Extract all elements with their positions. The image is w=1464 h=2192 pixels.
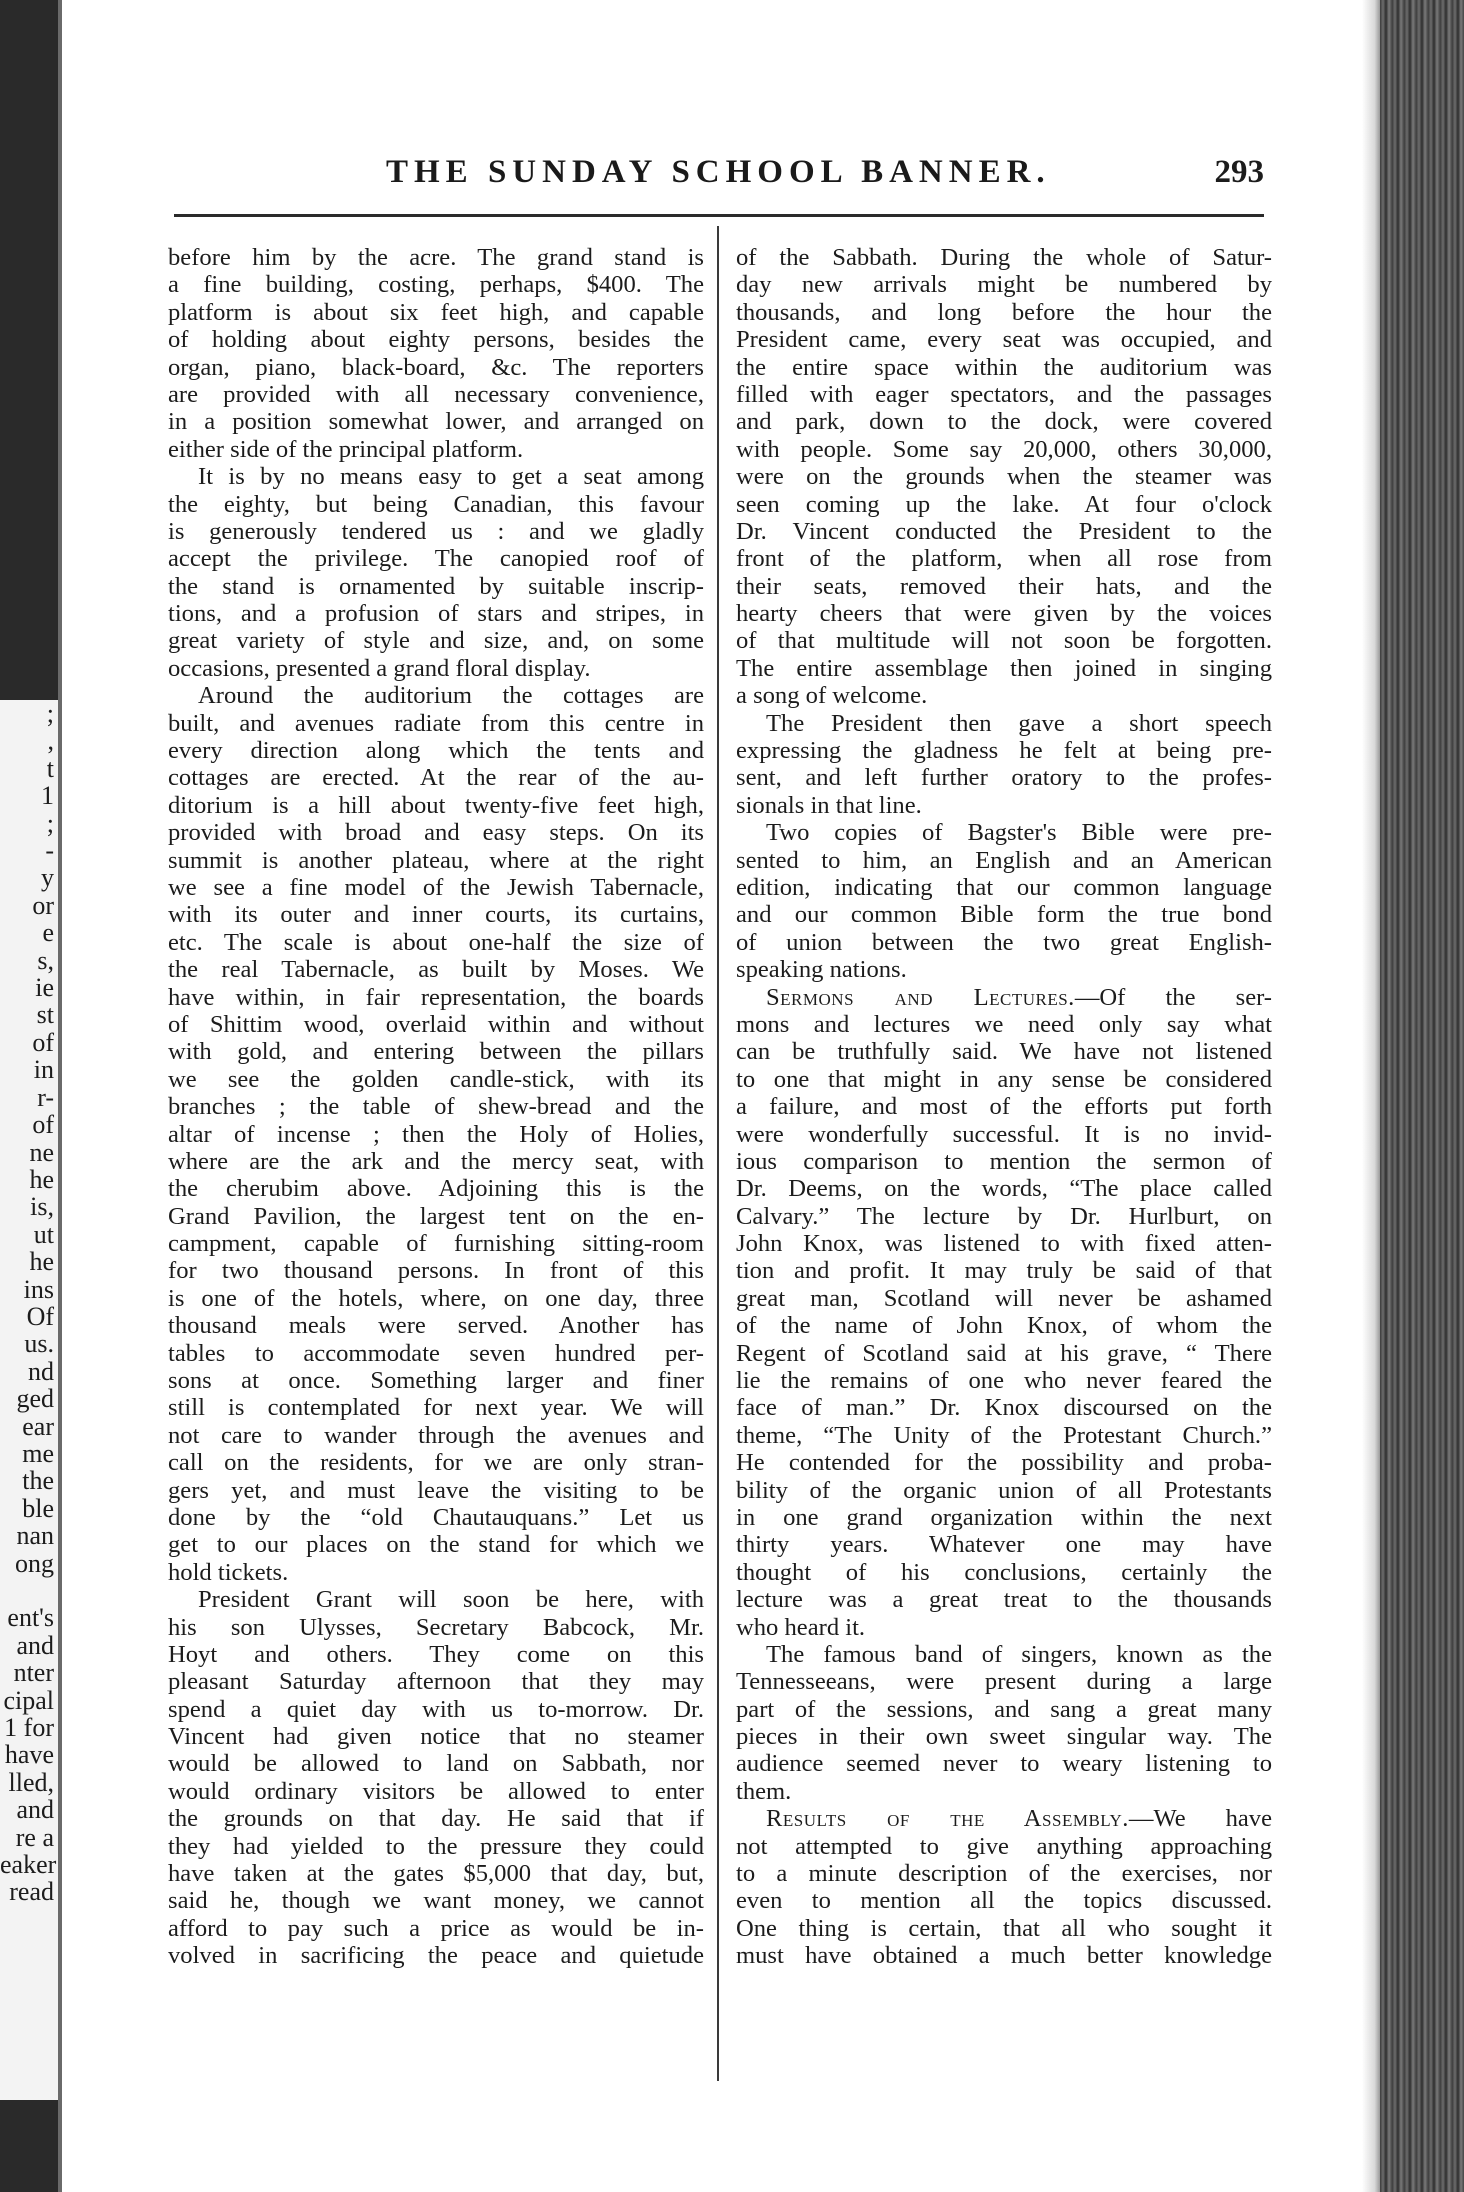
text-line: theme, “The Unity of the Protestant Church.” bbox=[736, 1421, 1272, 1449]
text-line: with its outer and inner courts, its curtains, bbox=[168, 901, 704, 929]
text-line: were wonderfully successful. It is no invid- bbox=[736, 1120, 1272, 1148]
prev-page-line: eaker bbox=[0, 1850, 57, 1880]
page-number: 293 bbox=[1214, 154, 1264, 190]
previous-page-fragment bbox=[0, 700, 58, 2100]
prev-page-line: ged bbox=[16, 1384, 54, 1414]
text-line: expressing the gladness he felt at being pre- bbox=[736, 737, 1272, 765]
prev-page-line: us. bbox=[24, 1329, 54, 1359]
text-line: a fine building, costing, perhaps, $400. The bbox=[168, 271, 704, 299]
text-line: thirty years. Whatever one may have bbox=[736, 1531, 1272, 1559]
text-line: Dr. Vincent conducted the President to the bbox=[736, 517, 1272, 545]
prev-page-line: in bbox=[33, 1055, 54, 1085]
text-line: speaking nations. bbox=[736, 956, 907, 984]
text-line: to one that might in any sense be considered bbox=[736, 1065, 1272, 1093]
prev-page-line: ear bbox=[22, 1411, 54, 1441]
text-line: have taken at the gates $5,000 that day, but, bbox=[168, 1860, 704, 1888]
text-line: their seats, removed their hats, and the bbox=[736, 572, 1272, 600]
text-line: John Knox, was listened to with fixed atten- bbox=[736, 1230, 1272, 1258]
prev-page-line bbox=[0, 1577, 58, 1604]
text-line: volved in sacrificing the peace and quietude bbox=[168, 1942, 704, 1970]
text-line: they had yielded to the pressure they could bbox=[168, 1832, 704, 1860]
text-line: sent, and left further oratory to the profes- bbox=[736, 764, 1272, 792]
prev-page-line: cipal bbox=[3, 1685, 54, 1715]
text-line: the grounds on that day. He said that if bbox=[168, 1805, 704, 1833]
book-edge bbox=[1380, 0, 1464, 2192]
prev-page-line: ins bbox=[23, 1274, 54, 1304]
header-rule bbox=[174, 214, 1264, 217]
text-line: the stand is ornamented by suitable inscrip- bbox=[168, 572, 704, 600]
text-line: hold tickets. bbox=[168, 1558, 289, 1586]
text-line: branches ; the table of shew-bread and the bbox=[168, 1093, 704, 1121]
text-line: and our common Bible form the true bond bbox=[736, 901, 1272, 929]
text-line: with gold, and entering between the pillars bbox=[168, 1038, 704, 1066]
text-line: gers yet, and must leave the visiting to be bbox=[168, 1476, 704, 1504]
text-line: sionals in that line. bbox=[736, 791, 922, 819]
text-line: sented to him, an English and an American bbox=[736, 846, 1272, 874]
text-line: The entire assemblage then joined in singing bbox=[736, 654, 1272, 682]
text-line: The President then gave a short speech bbox=[766, 709, 1272, 737]
text-line: of that multitude will not soon be forgotten. bbox=[736, 627, 1272, 655]
text-line: where are the ark and the mercy seat, with bbox=[168, 1147, 704, 1175]
text-line: the entire space within the auditorium was bbox=[736, 353, 1272, 381]
text-line: Vincent had given notice that no steamer bbox=[168, 1723, 704, 1751]
text-line: spend a quiet day with us to-morrow. Dr. bbox=[168, 1695, 704, 1723]
text-line: in one grand organization within the next bbox=[736, 1503, 1272, 1531]
text-line: part of the sessions, and sang a great many bbox=[736, 1695, 1272, 1723]
text-line: of holding about eighty persons, besides the bbox=[168, 326, 704, 354]
right-column bbox=[736, 244, 1272, 1970]
text-line: bility of the organic union of all Protestants bbox=[736, 1476, 1272, 1504]
prev-page-line: Of bbox=[26, 1301, 54, 1331]
text-line: great man, Scotland will never be ashamed bbox=[736, 1284, 1272, 1312]
text-line: the eighty, but being Canadian, this favour bbox=[168, 490, 704, 518]
text-line: sons at once. Something larger and finer bbox=[168, 1367, 704, 1395]
text-line: day new arrivals might be numbered by bbox=[736, 271, 1272, 299]
text-line: platform is about six feet high, and capable bbox=[168, 298, 704, 326]
text-line: Tennesseeans, were present during a large bbox=[736, 1668, 1272, 1696]
text-line: we see a fine model of the Jewish Tabernacle, bbox=[168, 873, 704, 901]
text-line: is generously tendered us : and we gladly bbox=[168, 517, 704, 545]
text-line: a failure, and most of the efforts put forth bbox=[736, 1093, 1272, 1121]
prev-page-line: is, bbox=[30, 1192, 54, 1222]
prev-page-line: st bbox=[36, 1000, 54, 1030]
text-line: either side of the principal platform. bbox=[168, 435, 524, 463]
prev-page-line: of bbox=[32, 1027, 54, 1057]
prev-page-line: he bbox=[29, 1247, 54, 1277]
running-header bbox=[170, 148, 1270, 198]
text-line: accept the privilege. The canopied roof of bbox=[168, 545, 704, 573]
prev-page-line: , bbox=[47, 726, 54, 756]
prev-page-line: ent's bbox=[7, 1603, 54, 1633]
text-line: Sermons and Lectures.—Of the ser- bbox=[766, 983, 1272, 1011]
text-line: in a position somewhat lower, and arranged on bbox=[168, 408, 704, 436]
prev-page-line: y bbox=[41, 863, 54, 893]
text-line: thousand meals were served. Another has bbox=[168, 1312, 704, 1340]
text-line: cottages are erected. At the rear of the au- bbox=[168, 764, 704, 792]
prev-page-line: lled, bbox=[8, 1767, 54, 1797]
text-line: mons and lectures we need only say what bbox=[736, 1010, 1272, 1038]
prev-page-line: of bbox=[32, 1110, 54, 1140]
text-line: Grand Pavilion, the largest tent on the en- bbox=[168, 1202, 704, 1230]
text-line: built, and avenues radiate from this centre in bbox=[168, 709, 704, 737]
text-line: and park, down to the dock, were covered bbox=[736, 408, 1272, 436]
text-line: get to our places on the stand for which we bbox=[168, 1531, 704, 1559]
text-line: lie the remains of one who never feared the bbox=[736, 1367, 1272, 1395]
text-line: every direction along which the tents and bbox=[168, 737, 704, 765]
text-line: would ordinary visitors be allowed to enter bbox=[168, 1777, 704, 1805]
text-line: It is by no means easy to get a seat among bbox=[198, 463, 704, 491]
text-line: occasions, presented a grand floral display. bbox=[168, 654, 591, 682]
text-line: a song of welcome. bbox=[736, 682, 928, 710]
prev-page-line: t bbox=[46, 753, 54, 783]
text-line: tions, and a profusion of stars and stripes, in bbox=[168, 600, 704, 628]
binding-shadow bbox=[1362, 0, 1380, 2192]
text-line: pieces in their own sweet singular way. The bbox=[736, 1723, 1272, 1751]
text-line: call on the residents, for we are only stran- bbox=[168, 1449, 704, 1477]
text-line: Calvary.” The lecture by Dr. Hurlburt, on bbox=[736, 1202, 1272, 1230]
prev-page-line: r- bbox=[37, 1082, 54, 1112]
text-line: lecture was a great treat to the thousands bbox=[736, 1586, 1272, 1614]
prev-page-line: me bbox=[22, 1438, 54, 1468]
text-line: the cherubim above. Adjoining this is the bbox=[168, 1175, 704, 1203]
text-line: of the Sabbath. During the whole of Satur- bbox=[736, 244, 1272, 271]
left-column bbox=[168, 244, 704, 1970]
text-line: filled with eager spectators, and the passages bbox=[736, 380, 1272, 408]
prev-page-line: ong bbox=[15, 1548, 54, 1578]
text-line: were on the grounds when the steamer was bbox=[736, 463, 1272, 491]
text-line: face of man.” Dr. Knox discoursed on the bbox=[736, 1394, 1272, 1422]
text-line: The famous band of singers, known as the bbox=[766, 1640, 1272, 1668]
prev-page-line: 1 bbox=[41, 781, 54, 811]
text-line: summit is another plateau, where at the right bbox=[168, 846, 704, 874]
prev-page-line: ne bbox=[29, 1137, 54, 1167]
text-line: tion and profit. It may truly be said of that bbox=[736, 1257, 1272, 1285]
text-line: Around the auditorium the cottages are bbox=[198, 682, 704, 710]
prev-page-line: - bbox=[45, 836, 54, 866]
prev-page-line: ble bbox=[22, 1493, 54, 1523]
text-line: we see the golden candle-stick, with its bbox=[168, 1065, 704, 1093]
text-line: must have obtained a much better knowledge bbox=[736, 1942, 1272, 1970]
prev-page-line: or bbox=[32, 890, 54, 920]
text-line: the real Tabernacle, as built by Moses. We bbox=[168, 956, 704, 984]
text-line: altar of incense ; then the Holy of Holies, bbox=[168, 1120, 704, 1148]
text-line: Regent of Scotland said at his grave, “ There bbox=[736, 1339, 1272, 1367]
text-line: said he, though we want money, we cannot bbox=[168, 1887, 704, 1915]
text-line: them. bbox=[736, 1777, 792, 1805]
text-line: Dr. Deems, on the words, “The place called bbox=[736, 1175, 1272, 1203]
text-line: before him by the acre. The grand stand is bbox=[168, 244, 704, 271]
text-line: campment, capable of furnishing sitting-room bbox=[168, 1230, 704, 1258]
prev-page-line: e bbox=[42, 918, 54, 948]
text-line: edition, indicating that our common language bbox=[736, 873, 1272, 901]
text-line: even to mention all the topics discussed. bbox=[736, 1887, 1272, 1915]
prev-page-line: the bbox=[22, 1466, 54, 1496]
text-line: are provided with all necessary convenience, bbox=[168, 380, 704, 408]
text-line: etc. The scale is about one-half the size of bbox=[168, 928, 704, 956]
text-line: front of the platform, when all rose from bbox=[736, 545, 1272, 573]
text-line: Two copies of Bagster's Bible were pre- bbox=[766, 819, 1272, 847]
text-line: audience seemed never to weary listening to bbox=[736, 1750, 1272, 1778]
text-line: for two thousand persons. In front of this bbox=[168, 1257, 704, 1285]
text-line: not care to wander through the avenues and bbox=[168, 1421, 704, 1449]
text-line: done by the “old Chautauquans.” Let us bbox=[168, 1503, 704, 1531]
prev-page-line: and bbox=[16, 1630, 54, 1660]
text-line: One thing is certain, that all who sought it bbox=[736, 1914, 1272, 1942]
prev-page-line: ut bbox=[33, 1219, 54, 1249]
prev-page-line: have bbox=[4, 1740, 54, 1770]
prev-page-line: s, bbox=[37, 945, 54, 975]
text-line: is one of the hotels, where, on one day, three bbox=[168, 1284, 704, 1312]
text-line: hearty cheers that were given by the voices bbox=[736, 600, 1272, 628]
text-line: have within, in fair representation, the boards bbox=[168, 983, 704, 1011]
prev-page-line: re a bbox=[15, 1822, 54, 1852]
text-line: with people. Some say 20,000, others 30,000, bbox=[736, 435, 1272, 463]
text-line: who heard it. bbox=[736, 1613, 866, 1641]
text-line: He contended for the possibility and proba- bbox=[736, 1449, 1272, 1477]
text-line: Results of the Assembly.—We have bbox=[766, 1805, 1272, 1833]
prev-page-line: 1 for bbox=[4, 1713, 54, 1743]
text-line: pleasant Saturday afternoon that they may bbox=[168, 1668, 704, 1696]
text-line: can be truthfully said. We have not listened bbox=[736, 1038, 1272, 1066]
text-line: ditorium is a hill about twenty-five feet high, bbox=[168, 791, 704, 819]
text-line: seen coming up the lake. At four o'clock bbox=[736, 490, 1272, 518]
text-line: organ, piano, black-board, &c. The reporters bbox=[168, 353, 704, 381]
text-line: ious comparison to mention the sermon of bbox=[736, 1147, 1272, 1175]
text-line: thousands, and long before the hour the bbox=[736, 298, 1272, 326]
prev-page-line: ; bbox=[46, 808, 54, 838]
prev-page-line: nter bbox=[13, 1658, 54, 1688]
prev-page-line: ie bbox=[35, 973, 54, 1003]
prev-page-line: nan bbox=[16, 1521, 54, 1551]
text-line: provided with broad and easy steps. On its bbox=[168, 819, 704, 847]
prev-page-line: ; bbox=[46, 700, 54, 728]
text-line: President came, every seat was occupied, and bbox=[736, 326, 1272, 354]
text-line: thought of his conclusions, certainly the bbox=[736, 1558, 1272, 1586]
column-divider bbox=[717, 226, 719, 2081]
text-line: still is contemplated for next year. We will bbox=[168, 1394, 704, 1422]
text-line: to a minute description of the exercises, nor bbox=[736, 1860, 1272, 1888]
prev-page-line: and bbox=[16, 1795, 54, 1825]
prev-page-line: nd bbox=[28, 1356, 54, 1386]
page-title: THE SUNDAY SCHOOL BANNER. bbox=[386, 154, 1051, 190]
text-line: of Shittim wood, overlaid within and without bbox=[168, 1010, 704, 1038]
text-line: Hoyt and others. They come on this bbox=[168, 1640, 704, 1668]
text-line: great variety of style and size, and, on some bbox=[168, 627, 704, 655]
text-line: of union between the two great English- bbox=[736, 928, 1272, 956]
text-line: of the name of John Knox, of whom the bbox=[736, 1312, 1272, 1340]
text-line: tables to accommodate seven hundred per- bbox=[168, 1339, 704, 1367]
prev-page-line: he bbox=[29, 1164, 54, 1194]
text-line: President Grant will soon be here, with bbox=[198, 1586, 704, 1614]
prev-page-line: read bbox=[9, 1877, 54, 1907]
text-line: not attempted to give anything approaching bbox=[736, 1832, 1272, 1860]
gutter-line bbox=[58, 0, 62, 2192]
text-line: his son Ulysses, Secretary Babcock, Mr. bbox=[168, 1613, 704, 1641]
text-line: would be allowed to land on Sabbath, nor bbox=[168, 1750, 704, 1778]
text-line: afford to pay such a price as would be in- bbox=[168, 1914, 704, 1942]
